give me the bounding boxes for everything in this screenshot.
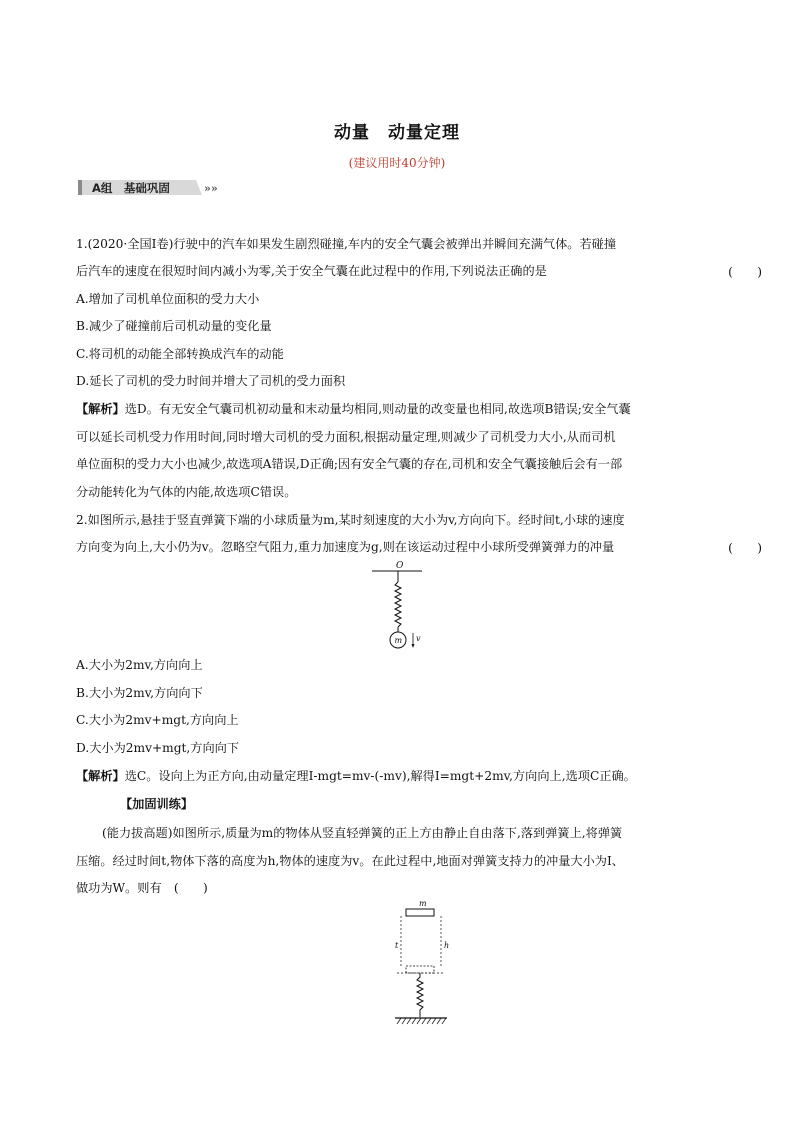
suggested-time: (建议用时40分钟) (348, 156, 446, 170)
chevron-icon: »» (204, 182, 218, 195)
q1-analysis-line3: 单位面积的受力大小也减少,故选项A错误,D正确;因有安全气囊的存在,司机和安全气囊接触后会有一部 (76, 457, 623, 471)
q1-answer-bracket: ( ) (728, 265, 762, 279)
velocity-label: v (416, 634, 421, 643)
q1-stem-line1: 1.(2020·全国Ⅰ卷)行驶中的汽车如果发生剧烈碰撞,车内的安全气囊会被弹出并瞬间充满气体。若碰撞 (76, 237, 617, 251)
q2-option-a: A.大小为2mv,方向向上 (76, 658, 203, 672)
block-top (406, 909, 434, 916)
height-label: h (444, 941, 450, 950)
q2-option-c: C.大小为2mv+mgt,方向向上 (76, 713, 239, 727)
q1-analysis-line1: 【解析】选D。有无安全气囊司机初动量和末动量均相同,则动量的改变量也相同,故选项B错误;安全气囊 (76, 402, 631, 416)
q1-option-a: A.增加了司机单位面积的受力大小 (76, 292, 260, 306)
q2-option-d: D.大小为2mv+mgt,方向向下 (76, 741, 240, 755)
extra-stem-line1: (能力拔高题)如图所示,质量为m的物体从竖直轻弹簧的正上方由静止自由落下,落到弹簧上,将弹簧 (102, 826, 623, 840)
q1-option-c: C.将司机的动能全部转换成汽车的动能 (76, 347, 284, 361)
q1-analysis-line4: 分动能转化为气体的内能,故选项C错误。 (76, 485, 297, 499)
group-label: A组 基础巩固 (92, 181, 170, 195)
q2-answer-bracket: ( ) (728, 541, 762, 555)
extra-stem-line3: 做功为W。则有 ( ) (76, 881, 208, 895)
spring-coil (395, 582, 401, 627)
q2-stem-line1: 2.如图所示,悬挂于竖直弹簧下端的小球质量为m,某时刻速度的大小为v,方向向下。经时间t,小球的速度 (76, 513, 625, 527)
q2-analysis-tag: 【解析】 (76, 769, 125, 783)
page-title: 动量 动量定理 (334, 123, 460, 143)
block-compressed (406, 966, 434, 973)
velocity-arrowhead (412, 644, 415, 648)
q1-analysis-tag: 【解析】 (76, 402, 125, 416)
extra-tag: 【加固训练】 (120, 797, 194, 811)
q2-option-b: B.大小为2mv,方向向下 (76, 686, 203, 700)
spring-ball-figure (366, 560, 436, 650)
pivot-label: O (396, 561, 404, 571)
ball-label: m (394, 636, 403, 645)
ground-hatch (397, 1018, 446, 1024)
extra-stem-line2: 压缩。经过时间t,物体下落的高度为h,物体的速度为v。在此过程中,地面对弹簧支持力的冲量大小为I、 (76, 854, 624, 868)
q1-option-d: D.延长了司机的受力时间并增大了司机的受力面积 (76, 374, 346, 388)
q2-analysis: 【解析】选C。设向上为正方向,由动量定理I-mgt=mv-(-mv),解得I=mgt+2mv,方向向上,选项C正确。 (76, 769, 636, 783)
q1-analysis-line2: 可以延长司机受力作用时间,同时增大司机的受力面积,根据动量定理,则减少了司机受力大小,从而司机 (76, 430, 616, 444)
q2-stem-line2: 方向变为向上,大小仍为v。忽略空气阻力,重力加速度为g,则在该运动过程中小球所受弹簧弹力的冲量 (76, 540, 615, 554)
falling-block-figure (383, 898, 463, 1026)
spring-coil-2 (417, 973, 423, 1017)
q1-option-b: B.减少了碰撞前后司机动量的变化量 (76, 319, 272, 333)
q1-stem-line2: 后汽车的速度在很短时间内减小为零,关于安全气囊在此过程中的作用,下列说法正确的是 (76, 264, 547, 278)
block-mass-label: m (419, 899, 427, 908)
time-label: t (395, 941, 399, 950)
